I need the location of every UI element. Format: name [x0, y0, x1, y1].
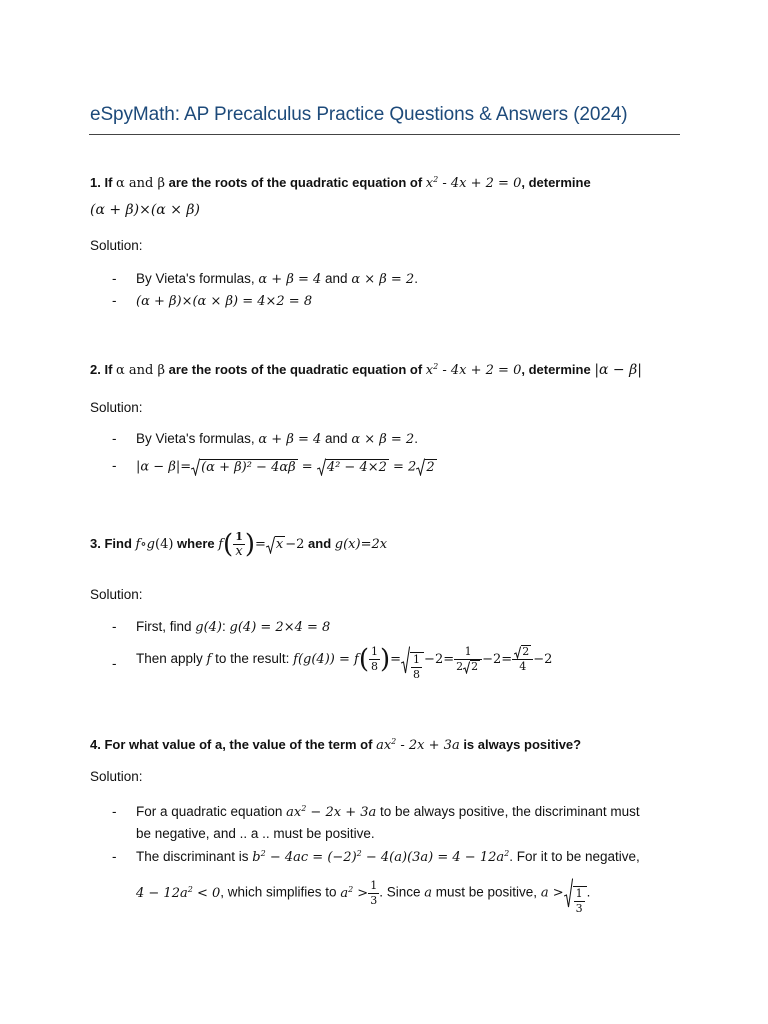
sqrt-sign: x [266, 536, 285, 554]
question-1 [90, 175, 591, 191]
page-title: eSpyMath: AP Precalculus Practice Questions & Answers (2024) [90, 104, 628, 125]
bullet-dash: - [112, 271, 117, 286]
q1-vieta-product: α × β = 2 [351, 272, 415, 287]
title-divider [89, 134, 680, 135]
q1-determine: , determine [521, 175, 591, 190]
fraction-1-over-x: $\frac{1}{x}$ [235, 530, 243, 559]
question-2: 2. If α and β are the roots of the quadratic equation of $x^2 - 4x + 2 = 0$, determine |α − β| [90, 362, 642, 378]
q1-equation: $x^2 - 4x + 2 = 0$ [425, 175, 522, 191]
q1-vieta-sum: α + β = 4 [258, 272, 322, 287]
question-4: 4. For what value of a, the value of the term of $ax^2 - 2x + 3a$ is always positive? [90, 737, 582, 753]
q1-beta: β [157, 176, 166, 191]
question-3: 3. Find f∘g(4) where f( $\frac{1}{x}$ )= x −2 and g(x)=2x [90, 529, 388, 560]
q1-and: and [124, 176, 158, 191]
q1-prompt-start: 1. If [90, 175, 117, 190]
q1-result: (α + β)×(α × β) = 4×2 = 8 [136, 294, 313, 309]
sqrt-sign: (α + β)² − 4αβ [191, 458, 298, 476]
q4-solution-label: Solution: [90, 769, 143, 784]
q1-prompt-mid: are the roots of the quadratic equation of [165, 175, 426, 190]
q3-solution-label: Solution: [90, 587, 143, 602]
q2-equation: $x^2 - 4x + 2 = 0$ [425, 362, 522, 378]
q1-alpha: α [116, 176, 125, 191]
q2-target: |α − β| [594, 362, 642, 378]
q4-term: $ax^2 - 2x + 3a$ [376, 737, 460, 753]
sqrt-sign: 4² − 4×2 [317, 458, 389, 476]
q1-target: (α + β)×(α × β) [90, 202, 200, 218]
sqrt-sign: 2 [416, 458, 436, 476]
sqrt-sign: $\frac{1}{3}$ [564, 878, 587, 916]
q1-solution-label: Solution: [90, 238, 143, 253]
q2-solution-label: Solution: [90, 400, 143, 415]
